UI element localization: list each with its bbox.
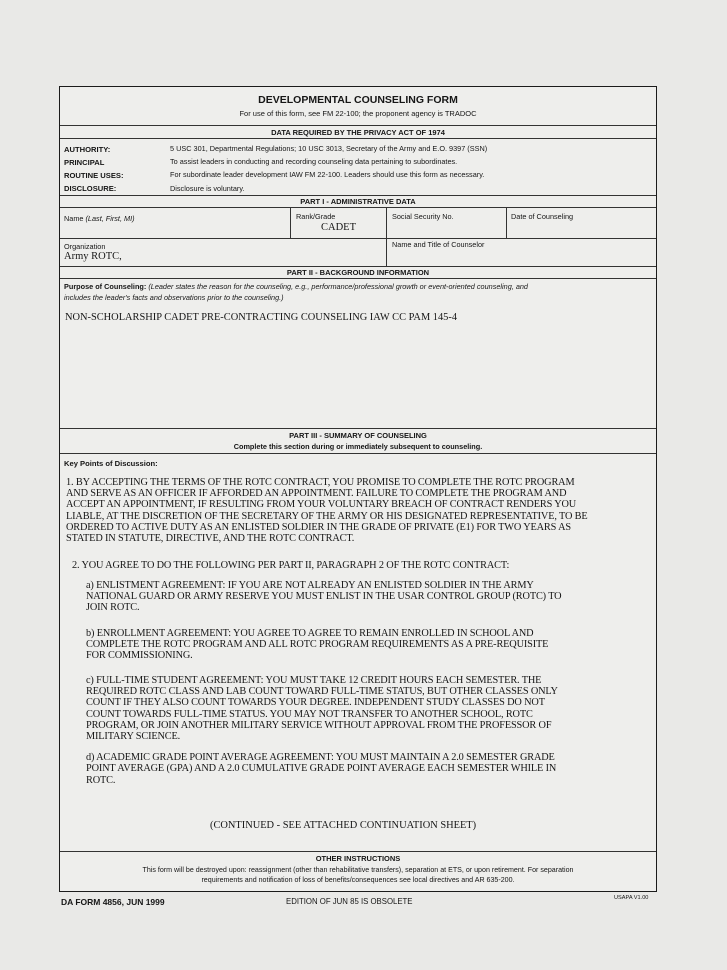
para-2-line: 2. YOU AGREE TO DO THE FOLLOWING PER PART II, PARAGRAPH 2 OF THE ROTC CONTRACT: <box>72 560 510 571</box>
version-label: USAPA V1.00 <box>614 895 649 901</box>
para-d-line-3: ROTC. <box>86 775 116 786</box>
disclosure-label: DISCLOSURE: <box>64 184 117 193</box>
form-subtitle: For use of this form, see FM 22-100; the proponent agency is TRADOC <box>239 109 477 118</box>
routine-uses-label: ROUTINE USES: <box>64 171 124 180</box>
edition-note: EDITION OF JUN 85 IS OBSOLETE <box>286 897 413 906</box>
ssn-label: Social Security No. <box>392 212 454 221</box>
authority-text: 5 USC 301, Departmental Regulations; 10 USC 3013, Secretary of the Army and E.O. 9397 (SSN) <box>170 144 488 153</box>
key-points-label: Key Points of Discussion: <box>64 459 158 468</box>
principal-label: PRINCIPAL <box>64 158 105 167</box>
counselor-label: Name and Title of Counselor <box>392 240 485 249</box>
part3-subheader: Complete this section during or immediately subsequent to counseling. <box>233 442 483 451</box>
para-c-line-3: COUNT IF THEY ALSO COUNT TOWARDS YOUR DEGREE. INDEPENDENT STUDY CLASSES DO NOT <box>86 697 545 708</box>
name-field[interactable] <box>65 225 285 236</box>
para-b-line-2: COMPLETE THE ROTC PROGRAM AND ALL ROTC PROGRAM REQUIREMENTS AS A PRE-REQUISITE <box>86 639 549 650</box>
privacy-act-header: DATA REQUIRED BY THE PRIVACY ACT OF 1974 <box>271 128 445 137</box>
para-d-line-2: POINT AVERAGE (GPA) AND A 2.0 CUMULATIVE GRADE POINT AVERAGE EACH SEMESTER WHILE IN <box>86 763 557 774</box>
other-instructions-header: OTHER INSTRUCTIONS <box>315 854 401 863</box>
organization-value[interactable]: Army ROTC, <box>64 251 122 262</box>
form-number: DA FORM 4856, JUN 1999 <box>61 897 165 907</box>
organization-label: Organization <box>64 242 106 251</box>
para-a-line-2: NATIONAL GUARD OR ARMY RESERVE YOU MUST ENLIST IN THE USAR CONTROL GROUP (ROTC) TO <box>86 591 562 602</box>
continued-note: (CONTINUED - SEE ATTACHED CONTINUATION SHEET) <box>210 820 477 831</box>
rank-label: Rank/Grade <box>296 212 336 221</box>
part1-header: PART I - ADMINISTRATIVE DATA <box>300 197 416 206</box>
para-c-line-2: REQUIRED ROTC CLASS AND LAB COUNT TOWARD FULL-TIME STATUS, BUT OTHER CLASSES ONLY <box>86 686 558 697</box>
para-1-line-5: ORDERED TO ACTIVE DUTY AS AN ENLISTED SOLDIER IN THE GRADE OF PRIVATE (E1) FOR TWO YEARS AS <box>66 522 571 533</box>
purpose-hint: includes the leader's facts and observations prior to the counseling.) <box>64 293 284 302</box>
para-1-line-6: STATED IN STATUTE, DIRECTIVE, AND THE ROTC CONTRACT. <box>66 533 355 544</box>
other-instructions-line-2: requirements and notification of loss of benefits/consequences see local directives and AR 635-200. <box>201 876 515 884</box>
para-a-line-3: JOIN ROTC. <box>86 602 140 613</box>
other-instructions-line-1: This form will be destroyed upon: reassignment (other than rehabilitative transfers), separation at ETS, or upon retirement. For separation <box>142 866 574 874</box>
date-label: Date of Counseling <box>511 212 574 221</box>
counseling-form <box>59 86 657 892</box>
para-c-line-6: MILITARY SCIENCE. <box>86 731 181 742</box>
rank-value[interactable]: CADET <box>321 222 356 233</box>
part3-header: PART III - SUMMARY OF COUNSELING <box>289 431 427 440</box>
routine-uses-text: For subordinate leader development IAW FM 22-100. Leaders should use this form as necessary. <box>170 170 485 179</box>
authority-label: AUTHORITY: <box>64 145 111 154</box>
para-b-line-3: FOR COMMISSIONING. <box>86 650 193 661</box>
para-1-line-3: ACCEPT AN APPOINTMENT, IF RESULTING FROM YOUR VOLUNTARY BREACH OF CONTRACT RENDERS YOU <box>66 499 577 510</box>
principal-text: To assist leaders in conducting and recording counseling data pertaining to subordinates. <box>170 157 458 166</box>
para-1-line-1: 1. BY ACCEPTING THE TERMS OF THE ROTC CONTRACT, YOU PROMISE TO COMPLETE THE ROTC PROGRAM <box>66 477 575 488</box>
disclosure-text: Disclosure is voluntary. <box>170 184 245 193</box>
para-c-line-1: c) FULL-TIME STUDENT AGREEMENT: YOU MUST TAKE 12 CREDIT HOURS EACH SEMESTER. THE <box>86 675 542 686</box>
part2-header: PART II - BACKGROUND INFORMATION <box>286 268 430 277</box>
purpose-value[interactable]: NON-SCHOLARSHIP CADET PRE-CONTRACTING COUNSELING IAW CC PAM 145-4 <box>65 312 458 323</box>
counselor-field[interactable] <box>392 251 650 263</box>
para-1-line-4: LIABLE, AT THE DISCRETION OF THE SECRETARY OF THE ARMY OR HIS DESIGNATED REPRESENTATIVE, TO BE <box>66 511 588 522</box>
para-c-line-4: COUNT TOWARDS FULL-TIME STATUS. YOU MAY NOT TRANSFER TO ANOTHER SCHOOL, ROTC <box>86 709 533 720</box>
name-label: Name (Last, First, MI) <box>64 214 135 223</box>
para-c-line-5: PROGRAM, OR JOIN ANOTHER MILITARY SERVICE WITHOUT APPROVAL FROM THE PROFESSOR OF <box>86 720 552 731</box>
date-field[interactable] <box>511 224 651 236</box>
purpose-label: Purpose of Counseling: (Leader states the reason for the counseling, e.g., performance/professional growth or event-oriented counseling, and <box>64 282 528 291</box>
form-title: DEVELOPMENTAL COUNSELING FORM <box>258 94 458 106</box>
para-a-line-1: a) ENLISTMENT AGREEMENT: IF YOU ARE NOT ALREADY AN ENLISTED SOLDIER IN THE ARMY <box>86 580 534 591</box>
para-b-line-1: b) ENROLLMENT AGREEMENT: YOU AGREE TO AGREE TO REMAIN ENROLLED IN SCHOOL AND <box>86 628 534 639</box>
para-1-line-2: AND SERVE AS AN OFFICER IF AFFORDED AN APPOINTMENT. FAILURE TO COMPLETE THE PROGRAM AND <box>66 488 567 499</box>
ssn-field[interactable] <box>392 224 500 236</box>
para-d-line-1: d) ACADEMIC GRADE POINT AVERAGE AGREEMENT: YOU MUST MAINTAIN A 2.0 SEMESTER GRADE <box>86 752 555 763</box>
